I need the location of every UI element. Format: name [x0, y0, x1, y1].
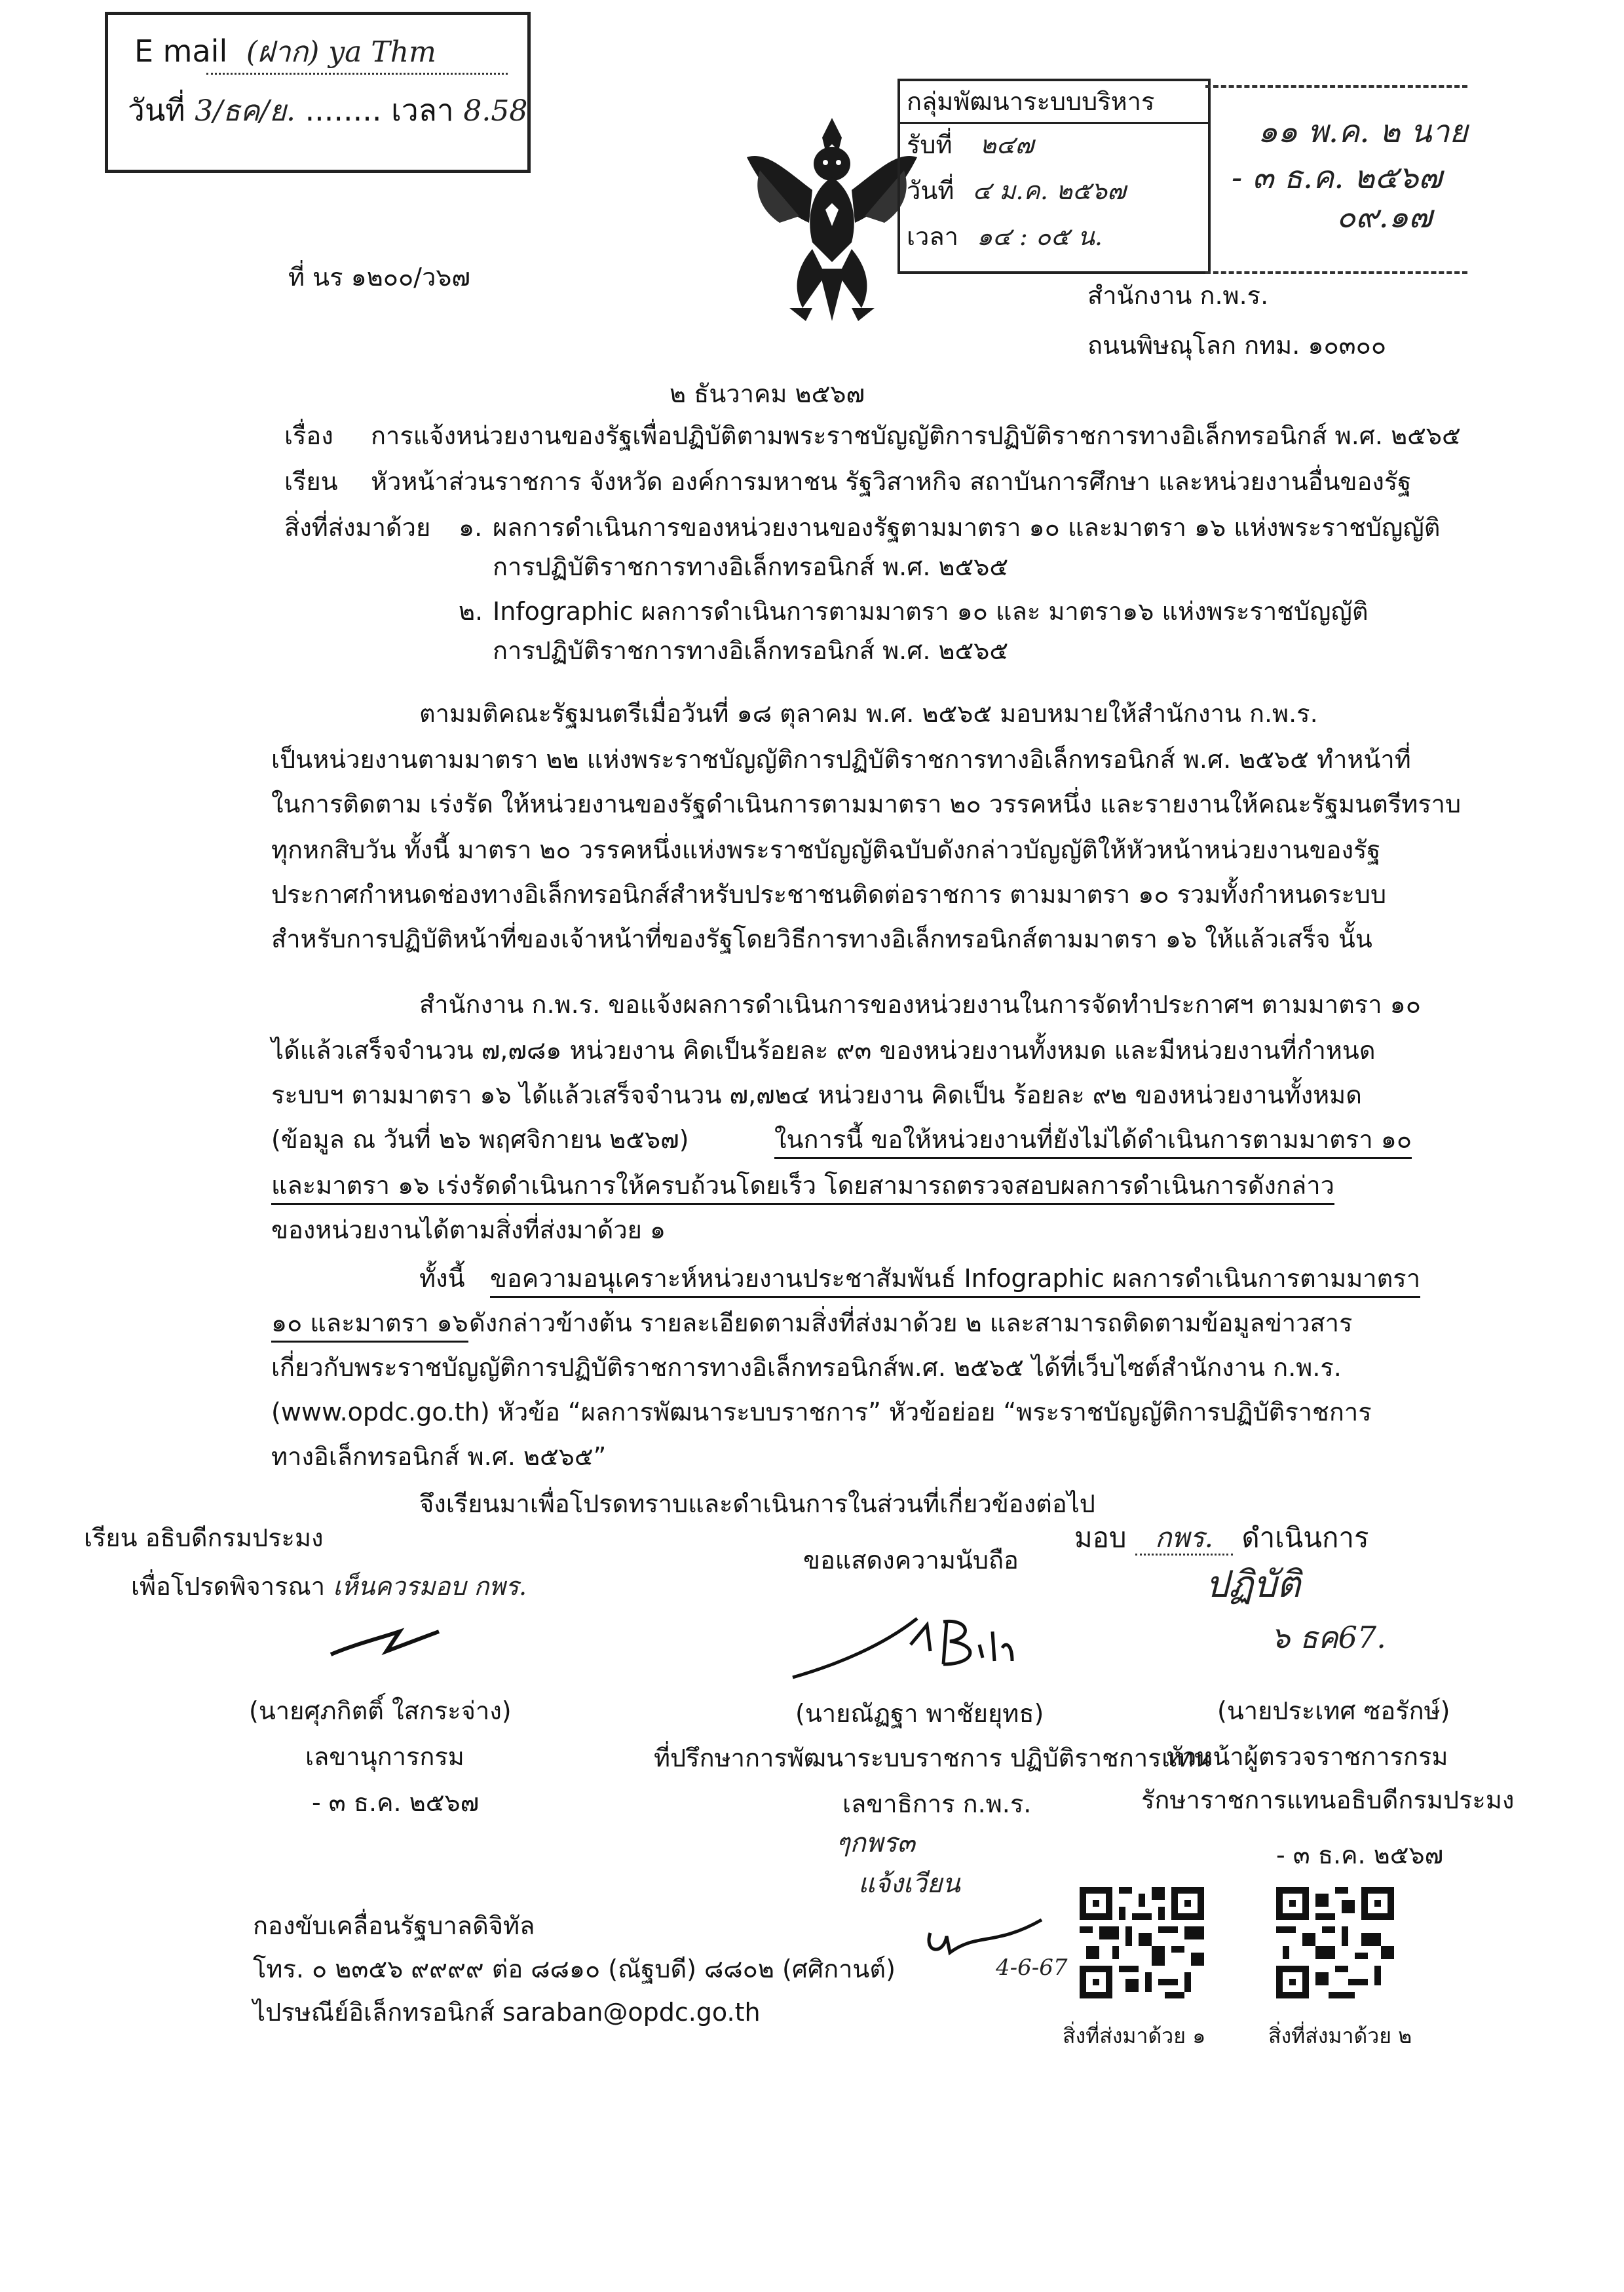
left-memo-signature	[328, 1618, 445, 1664]
paragraph-3-underlined-request: ขอความอนุเคราะห์หน่วยงานประชาสัมพันธ์ Infographic ผลการดำเนินการตามมาตรา	[490, 1261, 1420, 1298]
receipt-right-handwritten-1: ๑๑ พ.ค. ๒ นาย	[1258, 113, 1468, 150]
mid-handwritten-note-1: ๆกพร๓	[836, 1828, 915, 1858]
email-dotline	[206, 73, 508, 75]
right-memo-assign-prefix: มอบ	[1074, 1521, 1127, 1554]
email-receipt-stamp	[105, 12, 531, 173]
paragraph-3-underlined-sections: ๑๐ และมาตรา ๑๖	[271, 1305, 468, 1343]
signer-title-1: ที่ปรึกษาการพัฒนาระบบราชการ ปฏิบัติราชการแทน	[654, 1744, 1211, 1772]
date-dots: ........	[305, 92, 382, 128]
left-memo-to	[84, 1520, 324, 1556]
email-handwritten: (ฝาก) ya Thm	[246, 35, 436, 69]
left-memo-to-text: อธิบดีกรมประมง	[145, 1523, 324, 1552]
enclosure-1-qr-caption: สิ่งที่ส่งมาด้วย ๑	[1063, 2023, 1206, 2048]
subject-text: การแจ้งหน่วยงานของรัฐเพื่อปฏิบัติตามพระราชบัญญัติการปฏิบัติราชการทางอิเล็กทรอนิกส์ พ.ศ. ๒๕๖๕	[371, 421, 1461, 450]
paragraph-1-line: ตามมติคณะรัฐมนตรีเมื่อวันที่ ๑๘ ตุลาคม พ.ศ. ๒๕๖๕ มอบหมายให้สำนักงาน ก.พ.ร.	[419, 699, 1318, 728]
enclosure-1-line-2: การปฏิบัติราชการทางอิเล็กทรอนิกส์ พ.ศ. ๒๕๖๕	[493, 552, 1009, 581]
enclosures-label: สิ่งที่ส่งมาด้วย	[284, 513, 431, 542]
receipt-date-label: วันที่	[907, 176, 954, 205]
office-name: สำนักงาน ก.พ.ร.	[1087, 281, 1269, 310]
footer-department: กองขับเคลื่อนรัฐบาลดิจิทัล	[253, 1911, 535, 1940]
paragraph-3-line: เกี่ยวกับพระราชบัญญัติการปฏิบัติราชการทางอิเล็กทรอนิกส์พ.ศ. ๒๕๖๕ ได้ที่เว็บไซต์สำนักงาน ก.พ.ร.	[271, 1353, 1342, 1382]
left-memo-title: เลขานุการกรม	[305, 1742, 464, 1771]
right-memo-signature-date: ๖ ธค67.	[1271, 1620, 1386, 1655]
mid-handwritten-date: 4-6-67	[996, 1955, 1068, 1981]
enclosure-2-number: ๒.	[459, 597, 483, 626]
office-address: ถนนพิษณุโลก กทม. ๑๐๓๐๐	[1087, 331, 1387, 360]
date-label: วันที่	[128, 92, 185, 128]
left-memo-date-stamp: - ๓ ธ.ค. ๒๕๖๗	[312, 1788, 480, 1817]
enclosure-1-qr-code[interactable]	[1080, 1887, 1204, 1998]
right-memo-title-1: หัวหน้าผู้ตรวจราชการกรม	[1166, 1742, 1448, 1771]
letter-date: ๒ ธันวาคม ๒๕๖๗	[670, 379, 865, 408]
paragraph-2-underlined-request: ในการนี้ ขอให้หน่วยงานที่ยังไม่ได้ดำเนินการตามมาตรา ๑๐	[774, 1122, 1412, 1159]
paragraph-2-line: ระบบฯ ตามมาตรา ๑๖ ได้แล้วเสร็จจำนวน ๗,๗๒๔ หน่วยงาน คิดเป็น ร้อยละ ๙๒ ของหน่วยงานทั้งหมด	[271, 1080, 1362, 1109]
right-memo-title-2: รักษาราชการแทนอธิบดีกรมประมง	[1141, 1786, 1515, 1814]
time-label: เวลา	[391, 92, 454, 128]
paragraph-1-line: สำหรับการปฏิบัติหน้าที่ของเจ้าหน้าที่ของรัฐโดยวิธีการทางอิเล็กทรอนิกส์ตามมาตรา ๑๖ ให้แล้วเสร็จ นั้น	[271, 925, 1372, 953]
paragraph-3-line: (www.opdc.go.th) หัวข้อ “ผลการพัฒนาระบบราชการ” หัวข้อย่อย “พระราชบัญญัติการปฏิบัติราชการ	[271, 1398, 1372, 1426]
enclosure-1-line-1: ผลการดำเนินการของหน่วยงานของรัฐตามมาตรา ๑๐ และมาตรา ๑๖ แห่งพระราชบัญญัติ	[493, 513, 1441, 542]
right-memo-name: (นายประเทศ ซอรักษ์)	[1217, 1696, 1450, 1725]
paragraph-2-line: สำนักงาน ก.พ.ร. ขอแจ้งผลการดำเนินการของหน่วยงานในการจัดทำประกาศฯ ตามมาตรา ๑๐	[419, 990, 1421, 1019]
to-label: เรียน	[284, 467, 338, 496]
receipt-time-value: ๑๔ : ๐๕ น.	[977, 222, 1103, 251]
right-memo-assign	[1074, 1520, 1369, 1556]
to-text: หัวหน้าส่วนราชการ จังหวัด องค์การมหาชน รัฐวิสาหกิจ สถาบันการศึกษา และหน่วยงานอื่นของรัฐ	[371, 467, 1412, 496]
closing-line: จึงเรียนมาเพื่อโปรดทราบและดำเนินการในส่วนที่เกี่ยวข้องต่อไป	[419, 1489, 1095, 1518]
receipt-date-value: ๔ ม.ค. ๒๕๖๗	[972, 176, 1126, 205]
paragraph-2-line: (ข้อมูล ณ วันที่ ๒๖ พฤศจิกายน ๒๕๖๗)	[271, 1125, 689, 1154]
signer-name: (นายณัฏฐา พาชัยยุทธ)	[795, 1699, 1044, 1728]
paragraph-1-line: ประกาศกำหนดช่องทางอิเล็กทรอนิกส์สำหรับประชาชนติดต่อราชการ ตามมาตรา ๑๐ รวมทั้งกำหนดระบบ	[271, 880, 1387, 909]
paragraph-3-lead: ทั้งนี้	[419, 1264, 465, 1293]
date-handwritten: 3/ธค/ย.	[195, 94, 295, 128]
paragraph-2-underlined-line: และมาตรา ๑๖ เร่งรัดดำเนินการให้ครบถ้วนโดยเร็ว โดยสามารถตรวจสอบผลการดำเนินการดังกล่าว	[271, 1168, 1334, 1205]
receipt-no-value: ๒๔๗	[979, 130, 1034, 159]
paragraph-3-line: ดังกล่าวข้างต้น รายละเอียดตามสิ่งที่ส่งมาด้วย ๒ และสามารถติดตามข้อมูลข่าวสาร	[469, 1308, 1353, 1337]
paragraph-1-line: เป็นหน่วยงานตามมาตรา ๒๒ แห่งพระราชบัญญัติการปฏิบัติราชการทางอิเล็กทรอนิกส์ พ.ศ. ๒๕๖๕ ทำหน้าที่	[271, 745, 1411, 774]
right-memo-signature-text: ปฏิบัติ	[1205, 1563, 1301, 1606]
left-memo-handwritten: เห็นควรมอบ กพร.	[333, 1572, 527, 1601]
receipt-time-label: เวลา	[907, 222, 958, 251]
time-handwritten: 8.58	[463, 94, 528, 128]
enclosure-2-line-2: การปฏิบัติราชการทางอิเล็กทรอนิกส์ พ.ศ. ๒๕๖๕	[493, 636, 1009, 665]
left-memo-body	[131, 1569, 527, 1604]
footer-email: ไปรษณีย์อิเล็กทรอนิกส์ saraban@opdc.go.th	[253, 1998, 761, 2027]
subject-label: เรื่อง	[284, 421, 333, 450]
enclosure-2-qr-code[interactable]	[1276, 1887, 1394, 1998]
email-label: E mail	[134, 33, 228, 69]
enclosure-2-line-1: Infographic ผลการดำเนินการตามมาตรา ๑๐ และ มาตรา๑๖ แห่งพระราชบัญญัติ	[493, 597, 1369, 626]
right-memo-assign-value: กพร.	[1135, 1521, 1233, 1556]
mid-handwritten-note-2: แจ้งเวียน	[858, 1869, 960, 1899]
receipt-right-handwritten-2: - ๓ ธ.ค. ๒๕๖๗	[1232, 159, 1443, 196]
paragraph-1-line: ทุกหกสิบวัน ทั้งนี้ มาตรา ๒๐ วรรคหนึ่งแห่งพระราชบัญญัติฉบับดังกล่าวบัญญัติให้หัวหน้าหน่วยงานของรัฐ	[271, 835, 1381, 864]
left-memo-body-text: เพื่อโปรดพิจารณา	[131, 1572, 326, 1601]
left-memo-name: (นายศุภกิตติ์ ใสกระจ่าง)	[249, 1696, 512, 1725]
paragraph-3-line: ทางอิเล็กทรอนิกส์ พ.ศ. ๒๕๖๕”	[271, 1442, 607, 1471]
receipt-right-handwritten-3: ๐๙.๑๗	[1336, 199, 1433, 235]
paragraph-2-line: ของหน่วยงานได้ตามสิ่งที่ส่งมาด้วย ๑	[271, 1215, 666, 1244]
regards: ขอแสดงความนับถือ	[803, 1546, 1019, 1575]
footer-phone: โทร. ๐ ๒๓๕๖ ๙๙๙๙ ต่อ ๘๘๑๐ (ณัฐบดี) ๘๘๐๒ (ศศิกานต์)	[253, 1955, 896, 1983]
right-memo-date-stamp: - ๓ ธ.ค. ๒๕๖๗	[1276, 1841, 1444, 1869]
enclosure-1-number: ๑.	[459, 513, 483, 542]
left-memo-to-label: เรียน	[84, 1523, 138, 1552]
signer-title-2: เลขาธิการ ก.พ.ร.	[842, 1789, 1032, 1818]
enclosure-2-qr-caption: สิ่งที่ส่งมาด้วย ๒	[1268, 2023, 1412, 2048]
receipt-stamp-right	[1205, 85, 1467, 274]
signer-signature	[786, 1605, 1035, 1684]
receipt-stamp-title: กลุ่มพัฒนาระบบบริหาร	[907, 87, 1155, 116]
receipt-stamp	[897, 79, 1211, 274]
paragraph-2-line: ได้แล้วเสร็จจำนวน ๗,๗๘๑ หน่วยงาน คิดเป็นร้อยละ ๙๓ ของหน่วยงานทั้งหมด และมีหน่วยงานที่กำหนด	[271, 1036, 1376, 1065]
reference-number: ที่ นร ๑๒๐๐/ว๖๗	[288, 263, 470, 292]
receipt-no-label: รับที่	[907, 130, 953, 159]
paragraph-1-line: ในการติดตาม เร่งรัด ให้หน่วยงานของรัฐดำเนินการตามมาตรา ๒๐ วรรคหนึ่ง และรายงานให้คณะรัฐมนตรีทราบ	[271, 790, 1462, 818]
right-memo-assign-suffix: ดำเนินการ	[1241, 1521, 1369, 1554]
